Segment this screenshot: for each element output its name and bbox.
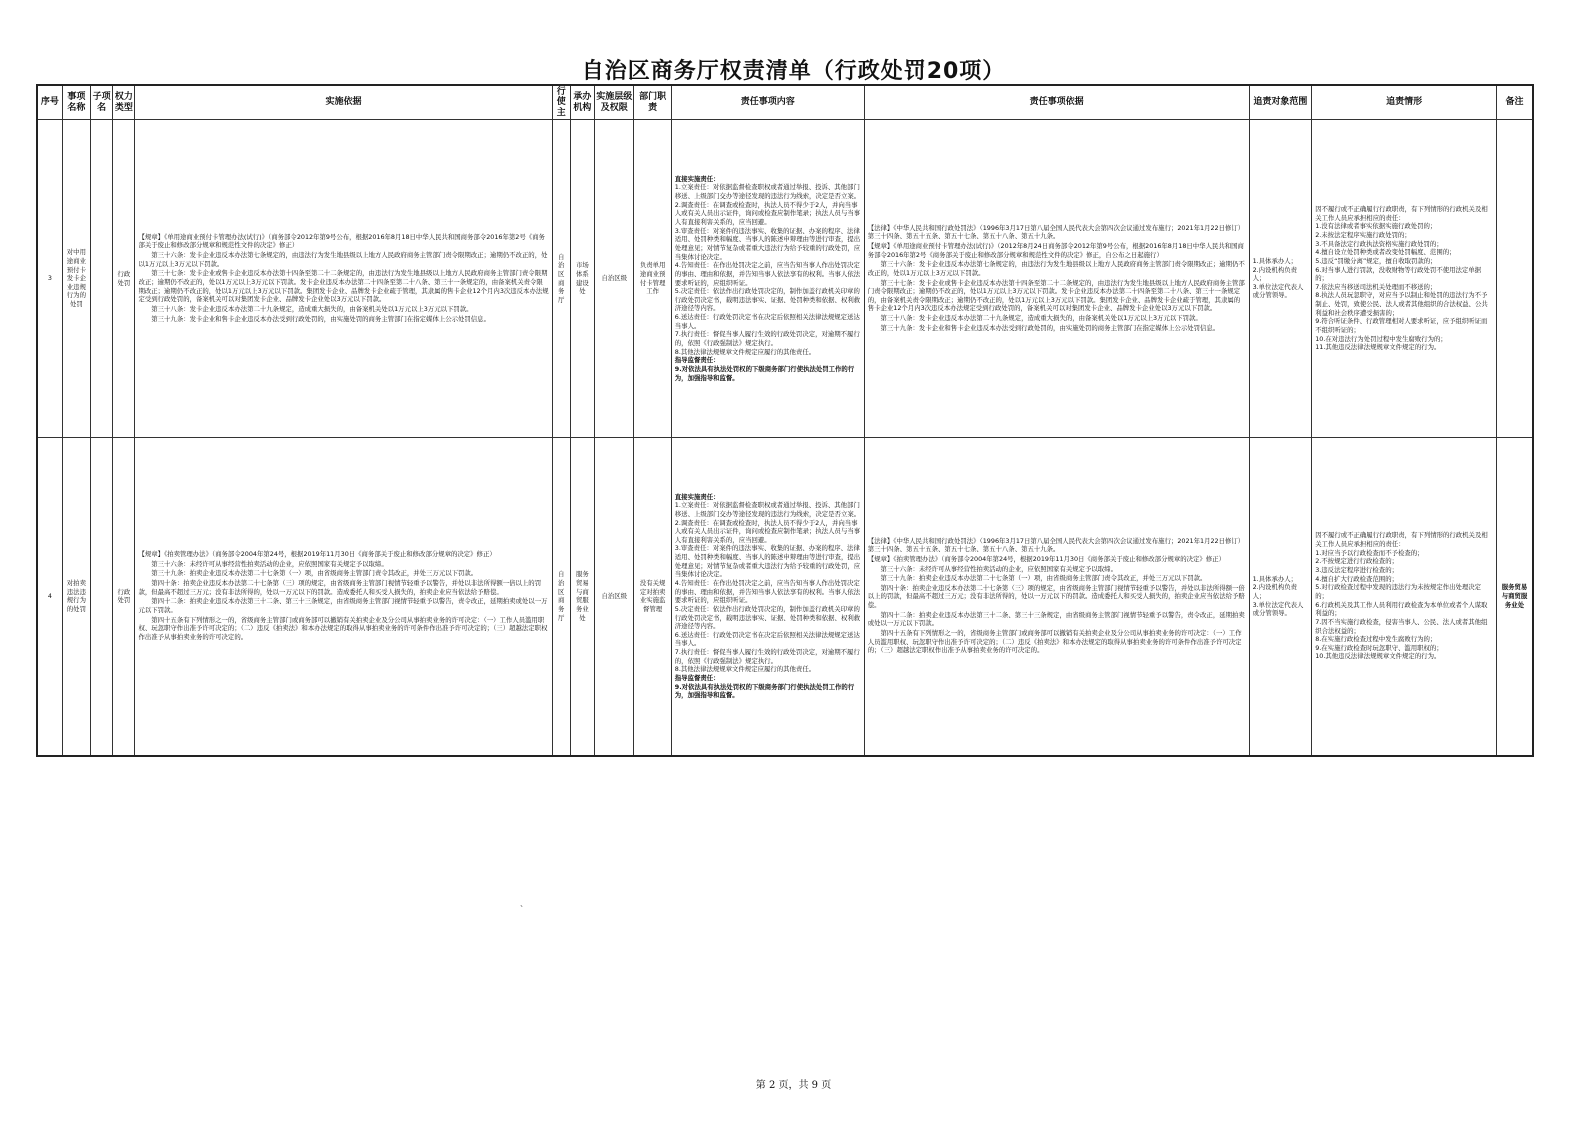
resp-basis-line: 第三十七条：发卡企业或售卡企业违反本办法第十四条至第二十二条规定的，由违法行为发生地县级以上地方人民政府商务主管部门责令限期改正；逾期仍不改正的，处以1万元以上3万元以下罚款。发卡企业违反本办法第二十四条至第二十八条、第三十一条规定的，由备案机关责令限期改正；逾期仍不改正的，处以1万元以上3万元以下罚款。集团发卡企业、品牌发卡企业疏于管理，其隶属的售卡企业12个月内3次违反本办法规定受到行政处罚的，备案机关可以对集团发卡企业、品牌发卡企业处以3万元以下罚款。 [867,278,1245,313]
header-cell: 追责情形 [1312,85,1497,120]
resp-line: 9.对依法具有执法处罚权的下级商务部门行使执法处罚工作的行为，加强指导和监督。 [674,364,855,382]
resp-basis-line: 第四十五条有下列情形之一的，省级商务主管部门或商务部可以撤销有关拍卖企业及分公司从事拍卖业务的许可决定：（一）工作人员滥用职权、玩忽职守作出准予许可决定的；（二）违反《拍卖法》和本办法规定的取得从事拍卖业务的许可条件作出准予许可决定的；（三）超越法定职权作出准予从事拍卖业务的许可决定的。 [867,629,1242,655]
scope-line: 3.单位法定代表人或分管领导。 [1252,282,1304,300]
exercising-subject: 自治区商务厅 [552,438,570,756]
resp-basis-line: 【法律】《中华人民共和国行政处罚法》（1996年3月17日第八届全国人民代表大会第四次会议通过发布施行；2021年1月22日修订）第三十四条、第五十五条、第五十七条、第五十八条、第五十九条。 [867,223,1245,241]
resp-line: 5.决定责任：依法作出行政处罚决定的，制作加盖行政机关印章的行政处罚决定书，载明违法事实、证据、处罚种类和依据、权利救济途径等内容。 [674,604,861,631]
header-cell: 子项名 [91,85,113,120]
header-cell: 序号 [37,85,62,120]
handling-agency: 市场体系建设处 [570,120,594,438]
basis-line: 第四十五条有下列情形之一的，省级商务主管部门或商务部可以撤销有关拍卖企业及分公司从事拍卖业务的许可决定：（一）工作人员滥用职权、玩忽职守作出准予许可决定的；（二）违反《拍卖法》和本办法规定的取得从事拍卖业务的许可条件作出准予许可决定的；（三）超越法定职权作出准予从事拍卖业务的许可决定的。 [138,615,548,641]
basis-line: 第四十条：拍卖企业违反本办法第二十七条第（三）项的规定，由省级商务主管部门视情节轻重予以警告，并处以非法所得额一倍以上的罚款，但最高不超过三万元；没有非法所得的，处以一万元以下的罚款。造成委托人和买受人损失的，拍卖企业应当依法给予赔偿。 [138,579,542,596]
header-cell: 承办机构 [570,85,594,120]
page-footer: 第 2 页，共 9 页 [755,1080,832,1091]
resp-line: 直接实施责任： [674,174,720,183]
resp-line: 8.其他法律法规规章文件规定应履行的其他责任。 [674,665,816,674]
legal-basis [135,120,552,438]
resp-line: 直接实施责任： [674,492,720,501]
acc-line: 3.不具备法定行政执法资格实施行政处罚的； [1315,239,1443,248]
acc-line: 因不履行或不正确履行行政职责，有下列情形的行政机关及相关工作人员应承担相应的责任： [1315,205,1488,222]
acc-line: 4.擅自扩大行政检查范围的； [1315,574,1398,583]
resp-line: 2.调查责任：在调查或检查时，执法人员不得少于2人，并向当事人或有关人员出示证件，询问或检查应制作笔录；执法人员与当事人有直接利害关系的，应当回避。 [674,200,861,227]
basis-line: 【规章】《拍卖管理办法》（商务部令2004年第24号，根据2019年11月30日《商务部关于废止和修改部分规章的决定》修正） [138,550,496,559]
acc-line: 6.行政机关及其工作人员利用行政检查为本单位或者个人谋取利益的； [1315,600,1488,618]
header-cell: 实施层级及权限 [595,85,634,120]
resp-line: 6.送达责任：行政处罚决定书在决定后依照相关法律法规规定送达当事人。 [674,313,860,330]
department-duty: 没有关规定对拍卖业实施监督管理 [634,438,671,756]
header-cell: 权力类型 [113,85,135,120]
resp-line: 指导监督责任： [674,674,720,683]
acc-line: 1.对应当予以行政检查而不予检查的； [1315,548,1424,557]
power-type: 行政处罚 [113,120,135,438]
header-cell: 实施依据 [135,85,552,120]
scope-line: 2.内设机构负责人； [1252,583,1298,600]
acc-line: 因不履行或不正确履行行政职责，有下列情形的行政机关及相关工作人员应承担相应的责任： [1315,531,1488,549]
basis-line: 第三十六条：发卡企业违反本办法第七条规定的，由违法行为发生地县级以上地方人民政府商务主管部门责令限期改正；逾期仍不改正的，处以1万元以上3万元以下罚款。 [138,251,548,268]
header-cell: 追责对象范围 [1249,85,1312,120]
basis-line: 【规章】《单用途商业预付卡管理办法(试行)》（商务部令2012年第9号公布，根据2016年8月18日中华人民共和国商务部令2016年第2号《商务部关于废止和修改部分规章和规范性文件的决定》修正） [138,232,545,250]
basis-line: 第三十八条：发卡企业违反本办法第二十九条规定，造成重大损失的，由备案机关处以1万元以上3万元以下罚款。 [151,304,473,313]
acc-line: 4.擅自设立处罚种类或者改变处罚幅度、范围的； [1315,248,1456,257]
basis-line: 第三十七条：发卡企业或售卡企业违反本办法第十四条至第二十二条规定的，由违法行为发生地县级以上地方人民政府商务主管部门责令限期改正；逾期仍不改正的，处以1万元以上3万元以下罚款。发卡企业违反本办法第二十四条至第二十八条、第三十一条规定的，由备案机关责令限期改正；逾期仍不改正的，处以1万元以上3万元以下罚款。集团发卡企业、品牌发卡企业疏于管理，其隶属的售卡企业12个月内3次违反本办法规定受到行政处罚的，备案机关可以对集团发卡企业、品牌发卡企业处以3万元以下罚款。 [138,269,549,304]
resp-basis-line: 第三十九条：发卡企业和售卡企业违反本办法受到行政处罚的，由实施处罚的商务主管部门在指定媒体上公示处罚信息。 [880,323,1220,332]
basis-line: 第三十九条：发卡企业和售卡企业违反本办法受到行政处罚的，由实施处罚的商务主管部门在指定媒体上公示处罚信息。 [151,314,490,323]
resp-line: 9.对依法具有执法处罚权的下级商务部门行使执法处罚工作的行为，加强指导和监督。 [674,682,855,700]
header-cell: 部门职责 [634,85,671,120]
sub-item [91,438,113,756]
acc-line: 1.没有法律或者事实依据实施行政处罚的； [1315,222,1437,231]
header-cell: 行使主 [552,85,570,120]
resp-basis-line: 第四十二条：拍卖企业违反本办法第三十二条、第三十三条规定，由省级商务主管部门视情节轻重予以警告，责令改正，延期拍卖或处以一万元以下罚款。 [867,610,1245,628]
implementation-level: 自治区级 [595,120,634,438]
resp-basis-line: 【规章】《单用途商业预付卡管理办法(试行)》（2012年8月24日商务部令2012年第9号公布，根据2016年8月18日中华人民共和国商务部令2016年第2号《商务部关于废止和修改部分规章和规范性文件的决定》修正，自公布之日起施行） [867,241,1244,259]
accountability-scope [1249,438,1312,756]
sub-item [91,120,113,438]
responsibility-content [671,120,864,438]
acc-line: 6.对当事人进行罚款，没收财物等行政处罚不使用法定单据的； [1315,265,1482,283]
acc-line: 10.在对违法行为处罚过程中发生腐败行为的； [1315,334,1447,343]
resp-line: 7.执行责任：督促当事人履行生效的行政处罚决定，对逾期不履行的，依照《行政强制法》规定执行。 [674,648,860,665]
table-row [37,120,1533,438]
remark: 服务贸易与商贸服务业处 [1497,438,1533,756]
resp-line: 6.送达责任：行政处罚决定书在决定后依照相关法律法规规定送达当事人。 [674,630,860,648]
resp-line: 1.立案责任：对依据监督检查职权或者通过举报、投诉、其他部门移送、上级部门交办等途径发现的违法行为线索，决定是否立案。 [674,501,861,518]
table-header-row [37,85,1533,120]
scope-line: 3.单位法定代表人或分管领导。 [1252,600,1304,618]
header-cell: 事项名称 [62,85,90,120]
accountability-cases [1312,120,1497,438]
acc-line: 2.未按法定程序实施行政处罚的； [1315,231,1411,239]
basis-line: 第三十九条：拍卖企业违反本办法第二十七条第（一）项，由省级商务主管部门责令其改正，并处三万元以下罚款。 [151,569,478,578]
acc-line: 9.符合听证条件、行政管理相对人要求听证，应予组织听证而不组织听证的； [1315,317,1488,335]
item-name: 对中用途商业预付卡发卡企业违规行为的处罚 [62,120,90,438]
accountability-scope [1249,120,1312,438]
resp-basis-line: 第四十条：拍卖企业违反本办法第二十七条第（三）项的规定，由省级商务主管部门视情节轻重予以警告，并处以非法所得额一倍以上的罚款，但最高不超过三万元；没有非法所得的，处以一万元以下的罚款。造成委托人和买受人损失的，拍卖企业应当依法给予赔偿。 [867,583,1245,610]
resp-line: 3.审查责任：对案件的违法事实、收集的证据、办案的程序、法律适用、处罚种类和幅度、当事人的陈述申辩理由等进行审查，提出处理意见；对情节复杂或者重大违法行为给予较重的行政处罚，应当集体讨论决定。 [674,544,861,579]
acc-line: 8.执法人员玩忽职守，对应当予以制止和处罚的违法行为不予制止、处罚，致使公民、法人或者其他组织的合法权益、公共利益和社会秩序遭受损害的； [1315,291,1488,317]
item-name: 对拍卖违法违规行为的处罚 [62,438,90,756]
acc-line: 8.在实施行政检查过程中发生腐败行为的； [1315,635,1437,644]
resp-line: 4.告知责任：在作出处罚决定之前，应当告知当事人作出处罚决定的事由、理由和依据，并告知当事人依法享有的权利。当事人依法要求听证的，应组织听证。 [674,579,861,605]
implementation-level: 自治区级 [595,438,634,756]
resp-basis-line: 第三十六条：发卡企业违反本办法第七条规定的，由违法行为发生地县级以上地方人民政府商务主管部门责令限期改正；逾期仍不改正的，处以1万元以上3万元以下罚款。 [867,260,1245,277]
resp-basis-line: 【法律】《中华人民共和国行政处罚法》（1996年3月17日第八届全国人民代表大会第四次会议通过发布施行；2021年1月22日修订）第三十四条、第五十五条、第五十七条、第五十八条、第五十九条。 [867,536,1245,554]
responsibility-basis [864,120,1249,438]
basis-line: 第三十六条：未经许可从事经营性拍卖活动的企业，应依照国家有关规定予以取缔。 [151,559,388,568]
resp-line: 1.立案责任：对依据监督检查职权或者通过举报、投诉、其他部门移送、上级部门交办等途径发现的违法行为线索，决定是否立案。 [674,183,861,201]
resp-basis-line: 第三十八条：发卡企业违反本办法第二十九条规定，造成重大损失的，由备案机关处以1万元以上3万元以下罚款。 [880,314,1202,323]
handling-agency: 服务贸易与商贸服务业处 [570,438,594,756]
accountability-cases [1312,438,1497,756]
resp-basis-line: 【规章】《拍卖管理办法》（商务部令2004年第24号，根据2019年11月30日《商务部关于废止和修改部分规章的决定》修正） [867,554,1225,563]
header-cell: 责任事项依据 [864,85,1249,120]
resp-line: 指导监督责任： [674,356,720,365]
acc-line: 2.不按规定进行行政检查的； [1315,557,1398,566]
acc-line: 7.因不当实施行政检查，侵害当事人、公民、法人或者其他组织合法权益的； [1315,617,1488,635]
power-type: 行政处罚 [113,438,135,756]
exercising-subject: 自治区商务厅 [552,120,570,438]
resp-line: 5.决定责任：依法作出行政处罚决定的，制作加盖行政机关印章的行政处罚决定书，载明违法事实、证据、处罚种类和依据、权利救济途径等内容。 [674,287,861,313]
resp-line: 8.其他法律法规规章文件规定应履行的其他责任。 [674,347,816,356]
header-cell: 责任事项内容 [671,85,864,120]
scope-line: 2.内设机构负责人； [1252,265,1298,283]
acc-line: 3.违反法定程序进行检查的； [1315,566,1398,575]
acc-line: 11.其他违反法律法规规章文件规定的行为。 [1315,343,1441,352]
department-duty: 负责单用途商业预付卡管理工作 [634,120,671,438]
stray-mark: 、 [520,899,528,908]
resp-line: 4.告知责任：在作出处罚决定之前，应当告知当事人作出处罚决定的事由、理由和依据，并告知当事人依法享有的权利。当事人依法要求听证的，应组织听证。 [674,261,861,287]
basis-line: 第四十二条：拍卖企业违反本办法第三十二条、第三十三条规定，由省级商务主管部门视情节轻重予以警告，责令改正，延期拍卖或处以一万元以下罚款。 [138,597,548,614]
responsibility-basis [864,438,1249,756]
resp-basis-line: 第三十六条：未经许可从事经营性拍卖活动的企业，应依照国家有关规定予以取缔。 [880,564,1117,573]
scope-line: 1.具体承办人； [1252,256,1298,265]
resp-line: 3.审查责任：对案件的违法事实、收集的证据、办案的程序、法律适用、处罚种类和幅度、当事人的陈述申辩理由等进行审查，提出处理意见；对情节复杂或者重大违法行为给予较重的行政处罚，应当集体讨论决定。 [674,226,861,261]
acc-line: 5.对行政检查过程中发现的违法行为未按规定作出处理决定的； [1315,583,1482,600]
scope-line: 1.具体承办人； [1252,574,1298,583]
acc-line: 9.在实施行政检查时玩忽职守、滥用职权的； [1315,643,1443,652]
table-row [37,438,1533,756]
acc-line: 10.其他违反法律法规规章文件规定的行为。 [1315,652,1441,661]
remark [1497,120,1533,438]
page-title: 自治区商务厅权责清单（行政处罚20项） [581,59,1006,84]
row-number: 4 [37,438,62,756]
acc-line: 7.依法应当移送司法机关处理而不移送的； [1315,282,1437,291]
resp-line: 2.调查责任：在调查或检查时，执法人员不得少于2人，并向当事人或有关人员出示证件，询问或检查应制作笔录；执法人员与当事人有直接利害关系的，应当回避。 [674,518,861,544]
resp-basis-line: 第三十九条：拍卖企业违反本办法第二十七条第（一）项，由省级商务主管部门责令其改正，并处三万元以下罚款。 [880,574,1207,583]
responsibility-content [671,438,864,756]
acc-line: 5.违反“罚缴分离”规定，擅自收取罚款的； [1315,256,1437,265]
header-cell: 备注 [1497,85,1533,120]
legal-basis [135,438,552,756]
row-number: 3 [37,120,62,438]
duty-list-table [36,84,1534,757]
resp-line: 7.执行责任：督促当事人履行生效的行政处罚决定，对逾期不履行的，依照《行政强制法》规定执行。 [674,330,860,348]
